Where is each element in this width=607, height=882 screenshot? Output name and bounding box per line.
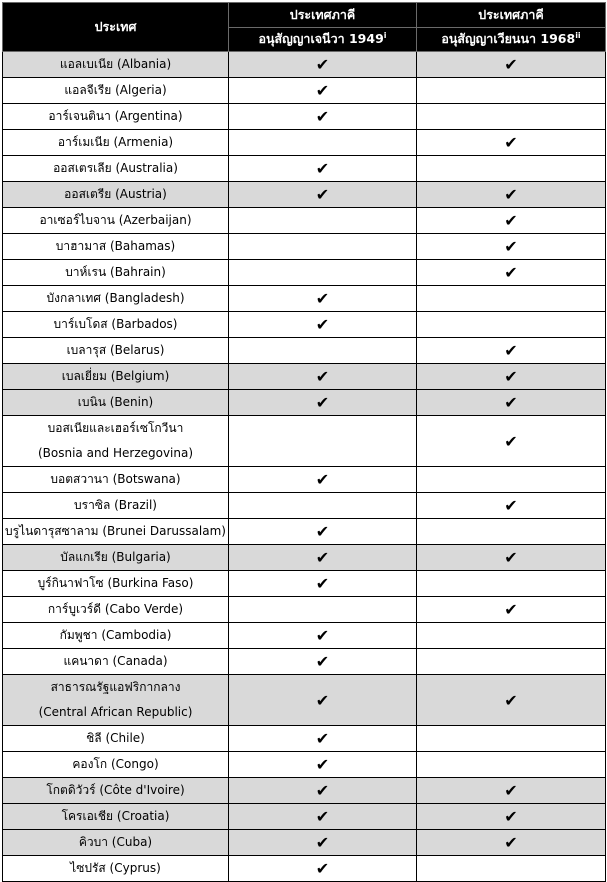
country-name-cell [3, 597, 229, 623]
vienna-party-cell [417, 130, 606, 156]
geneva-party-cell [229, 52, 417, 78]
country-name-line: เบลเยี่ยม (Belgium) [61, 369, 170, 383]
table-row [3, 830, 606, 856]
checkmark-icon: ✔ [504, 55, 518, 74]
geneva-party-cell [229, 649, 417, 675]
country-name-line: บราซิล (Brazil) [74, 498, 157, 512]
vienna-party-cell [417, 234, 606, 260]
country-name-line: บาร์เบโดส (Barbados) [53, 317, 178, 331]
checkmark-icon: ✔ [504, 807, 518, 826]
checkmark-icon: ✔ [315, 107, 330, 126]
geneva-party-cell [229, 804, 417, 830]
country-name-cell [3, 390, 229, 416]
checkmark-icon: ✔ [315, 729, 330, 748]
checkmark-icon: ✔ [315, 807, 330, 826]
vienna-party-cell [417, 338, 606, 364]
country-name-line: อาร์เมเนีย (Armenia) [57, 135, 174, 149]
table-row [3, 104, 606, 130]
table-row [3, 726, 606, 752]
checkmark-icon: ✔ [315, 393, 330, 412]
country-name-cell [3, 545, 229, 571]
country-name-line: บอตสวานา (Botswana) [50, 472, 181, 486]
country-name-line: กัมพูชา (Cambodia) [59, 628, 172, 642]
table-body [3, 52, 606, 882]
country-name-line: ไซปรัส (Cyprus) [70, 861, 161, 875]
country-name-cell [3, 830, 229, 856]
country-name-line: คองโก (Congo) [72, 757, 159, 771]
vienna-party-cell [417, 675, 606, 726]
header-geneva-label: อนุสัญญาเจนีวา 1949 [258, 31, 384, 47]
checkmark-icon: ✔ [315, 859, 330, 878]
table-row [3, 338, 606, 364]
geneva-party-cell [229, 364, 417, 390]
checkmark-icon: ✔ [504, 341, 518, 360]
checkmark-icon: ✔ [504, 133, 518, 152]
country-name-line: การ์บูเวร์ดี (Cabo Verde) [47, 602, 184, 616]
geneva-party-cell [229, 156, 417, 182]
vienna-party-cell [417, 260, 606, 286]
country-name-line: อาร์เจนตินา (Argentina) [48, 109, 183, 123]
vienna-party-cell [417, 182, 606, 208]
country-name-line: (Bosnia and Herzegovina) [37, 446, 194, 460]
header-country: ประเทศ [3, 3, 229, 52]
table-row [3, 675, 606, 726]
country-name-cell [3, 52, 229, 78]
country-name-line: บูร์กินาฟาโซ (Burkina Faso) [37, 576, 194, 590]
vienna-party-cell [417, 390, 606, 416]
country-name-cell [3, 312, 229, 338]
table-row [3, 260, 606, 286]
checkmark-icon: ✔ [315, 781, 330, 800]
table-row [3, 804, 606, 830]
vienna-party-cell [417, 312, 606, 338]
geneva-party-cell [229, 312, 417, 338]
country-name-line: เบลารุส (Belarus) [66, 343, 165, 357]
country-name-cell [3, 338, 229, 364]
country-name-cell [3, 675, 229, 726]
vienna-party-cell [417, 416, 606, 467]
checkmark-icon: ✔ [504, 393, 518, 412]
checkmark-icon: ✔ [315, 470, 330, 489]
checkmark-icon: ✔ [504, 600, 518, 619]
checkmark-icon: ✔ [315, 833, 330, 852]
geneva-party-cell [229, 286, 417, 312]
country-name-line: ออสเตรีย (Austria) [64, 187, 167, 201]
country-name-cell [3, 726, 229, 752]
checkmark-icon: ✔ [504, 548, 518, 567]
header-geneva-top: ประเทศภาคี [229, 3, 417, 28]
checkmark-icon: ✔ [504, 833, 518, 852]
country-name-cell [3, 571, 229, 597]
country-name-line: สาธารณรัฐแอฟริกากลาง [50, 680, 181, 694]
checkmark-icon: ✔ [504, 431, 518, 451]
checkmark-icon: ✔ [315, 315, 330, 334]
country-name-line: บอสเนียและเฮอร์เซโกวีนา [47, 421, 184, 435]
vienna-party-cell [417, 493, 606, 519]
table-row [3, 156, 606, 182]
table-row [3, 416, 606, 467]
vienna-party-cell [417, 286, 606, 312]
country-name-cell [3, 182, 229, 208]
table-header [3, 3, 606, 52]
geneva-party-cell [229, 78, 417, 104]
geneva-party-cell [229, 208, 417, 234]
geneva-party-cell [229, 623, 417, 649]
country-name-cell [3, 416, 229, 467]
table-row [3, 182, 606, 208]
checkmark-icon: ✔ [504, 781, 518, 800]
country-name-line: บรูไนดารุสซาลาม (Brunei Darussalam) [5, 524, 226, 538]
header-geneva-bottom [229, 27, 417, 52]
geneva-party-cell [229, 234, 417, 260]
vienna-party-cell [417, 778, 606, 804]
table-row [3, 493, 606, 519]
header-vienna-label: อนุสัญญาเวียนนา 1968 [441, 31, 576, 47]
table-row [3, 130, 606, 156]
geneva-party-cell [229, 571, 417, 597]
country-name-line: บังกลาเทศ (Bangladesh) [46, 291, 185, 305]
table-row [3, 364, 606, 390]
vienna-party-cell [417, 597, 606, 623]
table-row [3, 752, 606, 778]
table-row [3, 856, 606, 882]
header-geneva-footnote: i [383, 31, 387, 41]
country-name-cell [3, 156, 229, 182]
treaty-table-container [2, 2, 605, 882]
table-row [3, 234, 606, 260]
country-name-cell [3, 104, 229, 130]
geneva-party-cell [229, 416, 417, 467]
country-name-cell [3, 260, 229, 286]
vienna-party-cell [417, 519, 606, 545]
vienna-party-cell [417, 571, 606, 597]
geneva-party-cell [229, 390, 417, 416]
country-name-line: โครเอเชีย (Croatia) [61, 809, 170, 823]
vienna-party-cell [417, 623, 606, 649]
geneva-party-cell [229, 597, 417, 623]
table-row [3, 623, 606, 649]
checkmark-icon: ✔ [315, 690, 330, 710]
country-name-line: แอลเบเนีย (Albania) [59, 57, 172, 71]
vienna-party-cell [417, 467, 606, 493]
vienna-party-cell [417, 104, 606, 130]
geneva-party-cell [229, 467, 417, 493]
checkmark-icon: ✔ [504, 367, 518, 386]
vienna-party-cell [417, 364, 606, 390]
header-vienna-bottom [417, 27, 606, 52]
vienna-party-cell [417, 156, 606, 182]
country-name-cell [3, 130, 229, 156]
country-name-cell [3, 623, 229, 649]
table-row [3, 52, 606, 78]
country-name-line: โกตดิวัวร์ (Côte d'Ivoire) [46, 783, 185, 797]
table-row [3, 208, 606, 234]
checkmark-icon: ✔ [315, 55, 330, 74]
vienna-party-cell [417, 830, 606, 856]
country-name-cell [3, 804, 229, 830]
vienna-party-cell [417, 78, 606, 104]
checkmark-icon: ✔ [504, 263, 518, 282]
table-row [3, 312, 606, 338]
country-name-cell [3, 649, 229, 675]
country-name-cell [3, 519, 229, 545]
country-name-line: เบนิน (Benin) [77, 395, 154, 409]
treaty-parties-table [2, 2, 606, 882]
country-name-cell [3, 286, 229, 312]
geneva-party-cell [229, 752, 417, 778]
vienna-party-cell [417, 52, 606, 78]
geneva-party-cell [229, 675, 417, 726]
country-name-line: (Central African Republic) [38, 705, 193, 719]
country-name-line: แคนาดา (Canada) [63, 654, 168, 668]
vienna-party-cell [417, 726, 606, 752]
checkmark-icon: ✔ [315, 159, 330, 178]
table-row [3, 519, 606, 545]
table-row [3, 390, 606, 416]
country-name-line: บาห์เรน (Bahrain) [65, 265, 166, 279]
table-row [3, 78, 606, 104]
geneva-party-cell [229, 182, 417, 208]
header-vienna-top: ประเทศภาคี [417, 3, 606, 28]
vienna-party-cell [417, 649, 606, 675]
table-row [3, 545, 606, 571]
table-row [3, 597, 606, 623]
country-name-cell [3, 78, 229, 104]
geneva-party-cell [229, 130, 417, 156]
checkmark-icon: ✔ [315, 367, 330, 386]
checkmark-icon: ✔ [315, 755, 330, 774]
country-name-cell [3, 493, 229, 519]
country-name-line: อาเซอร์ไบจาน (Azerbaijan) [39, 213, 192, 227]
header-vienna-footnote: ii [575, 31, 581, 41]
country-name-cell [3, 364, 229, 390]
checkmark-icon: ✔ [504, 690, 518, 710]
checkmark-icon: ✔ [315, 522, 330, 541]
vienna-party-cell [417, 804, 606, 830]
checkmark-icon: ✔ [315, 548, 330, 567]
geneva-party-cell [229, 830, 417, 856]
country-name-cell [3, 234, 229, 260]
geneva-party-cell [229, 545, 417, 571]
geneva-party-cell [229, 338, 417, 364]
table-row [3, 649, 606, 675]
checkmark-icon: ✔ [315, 574, 330, 593]
country-name-cell [3, 856, 229, 882]
vienna-party-cell [417, 856, 606, 882]
geneva-party-cell [229, 778, 417, 804]
checkmark-icon: ✔ [504, 185, 518, 204]
geneva-party-cell [229, 260, 417, 286]
vienna-party-cell [417, 545, 606, 571]
table-row [3, 778, 606, 804]
country-name-cell [3, 208, 229, 234]
checkmark-icon: ✔ [504, 211, 518, 230]
country-name-cell [3, 778, 229, 804]
vienna-party-cell [417, 752, 606, 778]
geneva-party-cell [229, 856, 417, 882]
vienna-party-cell [417, 208, 606, 234]
table-row [3, 571, 606, 597]
country-name-line: ออสเตรเลีย (Australia) [53, 161, 178, 175]
table-row [3, 467, 606, 493]
country-name-line: บัลแกเรีย (Bulgaria) [60, 550, 171, 564]
checkmark-icon: ✔ [315, 81, 330, 100]
geneva-party-cell [229, 493, 417, 519]
checkmark-icon: ✔ [315, 185, 330, 204]
geneva-party-cell [229, 104, 417, 130]
checkmark-icon: ✔ [504, 496, 518, 515]
checkmark-icon: ✔ [315, 289, 330, 308]
country-name-cell [3, 752, 229, 778]
checkmark-icon: ✔ [315, 626, 330, 645]
checkmark-icon: ✔ [315, 652, 330, 671]
geneva-party-cell [229, 726, 417, 752]
country-name-line: แอลจีเรีย (Algeria) [64, 83, 167, 97]
country-name-line: ชิลี (Chile) [86, 731, 145, 745]
country-name-cell [3, 467, 229, 493]
geneva-party-cell [229, 519, 417, 545]
checkmark-icon: ✔ [504, 237, 518, 256]
country-name-line: คิวบา (Cuba) [78, 835, 153, 849]
table-row [3, 286, 606, 312]
country-name-line: บาฮามาส (Bahamas) [55, 239, 176, 253]
